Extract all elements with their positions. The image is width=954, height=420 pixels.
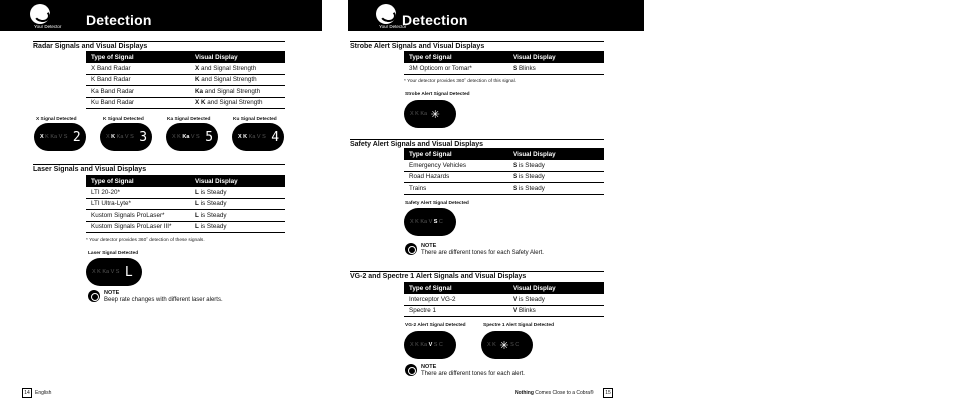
k-signal-caption: K Signal Detected (103, 117, 144, 122)
col-display-header: Visual Display (195, 177, 238, 185)
table-row (404, 183, 604, 195)
flash-icon: ✳ (430, 108, 440, 121)
table-row (86, 63, 285, 75)
x-signal-caption: X Signal Detected (36, 117, 77, 122)
table-header (404, 51, 604, 63)
strobe-section-title: Strobe Alert Signals and Visual Displays (350, 41, 604, 50)
visual-display: X and Signal Strength (195, 64, 257, 72)
spectre-signal-display: X K ✳ S C (481, 331, 533, 359)
note-title: NOTE (421, 243, 437, 249)
signal-type: Road Hazards (409, 173, 450, 181)
page-title: Detection (86, 12, 152, 28)
signal-type: LTI 20-20* (91, 188, 120, 196)
signal-type: Ku Band Radar (91, 99, 135, 107)
vg2-table (404, 282, 604, 317)
safety-signal-caption: Safety Alert Signal Detected (405, 201, 469, 206)
safety-note (405, 243, 605, 263)
col-display-header: Visual Display (513, 150, 556, 158)
page-title: Detection (402, 12, 468, 28)
cobra-logo-icon (376, 4, 396, 24)
k-signal-display: X K Ka V S 3 (100, 123, 152, 151)
safety-signal-display: X K Ka V S C (404, 208, 456, 236)
laser-note (88, 290, 288, 310)
note-body: There are different tones for each alert. (421, 371, 525, 377)
col-display-header: Visual Display (195, 53, 238, 61)
vg2-signal-display: X K Ka V S C (404, 331, 456, 359)
visual-display: X K and Signal Strength (195, 99, 263, 107)
table-row (86, 199, 285, 211)
vg2-signal-caption: VG-2 Alert Signal Detected (405, 323, 466, 328)
signal-type: 3M Opticom or Tomar* (409, 64, 472, 72)
flash-icon: ✳ (499, 339, 509, 352)
table-header (404, 148, 604, 160)
vg2-note (405, 364, 605, 384)
signal-type: Kustom Signals ProLaser* (91, 211, 165, 219)
strobe-signal-display: X K Ka ✳ (404, 100, 456, 128)
signal-type: Kustom Signals ProLaser III* (91, 223, 172, 231)
signal-type: Emergency Vehicles (409, 161, 467, 169)
table-row (404, 294, 604, 306)
x-signal-display: X K Ka V S 2 (34, 123, 86, 151)
header-subtitle: Your Detector (379, 24, 407, 29)
visual-display: L is Steady (195, 211, 227, 219)
spectre-signal-caption: Spectre 1 Alert Signal Detected (483, 323, 554, 328)
footer-tagline: Nothing Comes Close to a Cobra® (515, 390, 594, 396)
signal-type: Spectre 1 (409, 307, 436, 315)
signal-type: Trains (409, 184, 427, 192)
note-icon (88, 290, 100, 302)
signal-type: X Band Radar (91, 64, 131, 72)
note-body: Beep rate changes with different laser alerts. (104, 297, 223, 303)
visual-display: S is Steady (513, 173, 545, 181)
table-row (86, 98, 285, 110)
visual-display: V Blinks (513, 307, 536, 315)
laser-footnote: * Your detector provides 360˚ detection of these signals. (86, 238, 205, 243)
radar-table (86, 51, 285, 109)
note-icon (405, 364, 417, 376)
ku-signal-display: X K Ka V S 4 (232, 123, 284, 151)
header-subtitle: Your Detector (34, 24, 62, 29)
note-title: NOTE (104, 290, 120, 296)
col-type-header: Type of Signal (409, 150, 452, 158)
table-row (86, 222, 285, 234)
strobe-footnote: * Your detector provides 360˚ detection of this signal. (404, 79, 516, 84)
signal-type: LTI Ultra-Lyte* (91, 200, 131, 208)
laser-signal-caption: Laser Signal Detected (88, 251, 139, 256)
table-row (86, 210, 285, 222)
note-title: NOTE (421, 364, 437, 370)
table-header (86, 175, 285, 187)
ka-signal-display: X K Ka V S 5 (166, 123, 218, 151)
page-number-left: 14 (22, 388, 32, 398)
visual-display: Ka and Signal Strength (195, 87, 261, 95)
table-row (404, 172, 604, 184)
laser-section-title: Laser Signals and Visual Displays (33, 164, 285, 173)
safety-section-title: Safety Alert Signals and Visual Displays (350, 139, 604, 148)
signal-type: Interceptor VG-2 (409, 295, 456, 303)
visual-display: S Blinks (513, 64, 536, 72)
laser-signal-display: X K Ka V S L (86, 258, 142, 286)
strobe-signal-caption: Strobe Alert Signal Detected (405, 92, 470, 97)
note-body: There are different tones for each Safety Alert. (421, 250, 544, 256)
table-header (404, 282, 604, 294)
page-number-right: 15 (603, 388, 613, 398)
cobra-logo-icon (30, 4, 50, 24)
signal-type: Ka Band Radar (91, 87, 135, 95)
table-row (404, 160, 604, 172)
laser-table (86, 175, 285, 233)
visual-display: L is Steady (195, 188, 227, 196)
col-display-header: Visual Display (513, 53, 556, 61)
visual-display: S is Steady (513, 184, 545, 192)
table-row (86, 187, 285, 199)
right-header (348, 0, 644, 31)
safety-table (404, 148, 604, 195)
radar-section-title: Radar Signals and Visual Displays (33, 41, 285, 50)
visual-display: L is Steady (195, 223, 227, 231)
vg2-section-title: VG-2 and Spectre 1 Alert Signals and Visual Displays (350, 271, 604, 280)
table-row (86, 86, 285, 98)
visual-display: V is Steady (513, 295, 545, 303)
left-header (0, 0, 322, 31)
table-row (404, 306, 604, 318)
col-type-header: Type of Signal (91, 53, 134, 61)
visual-display: L is Steady (195, 200, 227, 208)
table-row (86, 75, 285, 87)
footer-language: English (35, 390, 52, 396)
strobe-table (404, 51, 604, 75)
table-row (404, 63, 604, 75)
col-display-header: Visual Display (513, 284, 556, 292)
ku-signal-caption: Ku Signal Detected (233, 117, 277, 122)
col-type-header: Type of Signal (409, 284, 452, 292)
signal-type: K Band Radar (91, 76, 131, 84)
visual-display: S is Steady (513, 161, 545, 169)
table-header (86, 51, 285, 63)
note-icon (405, 243, 417, 255)
visual-display: K and Signal Strength (195, 76, 257, 84)
ka-signal-caption: Ka Signal Detected (167, 117, 211, 122)
col-type-header: Type of Signal (409, 53, 452, 61)
col-type-header: Type of Signal (91, 177, 134, 185)
